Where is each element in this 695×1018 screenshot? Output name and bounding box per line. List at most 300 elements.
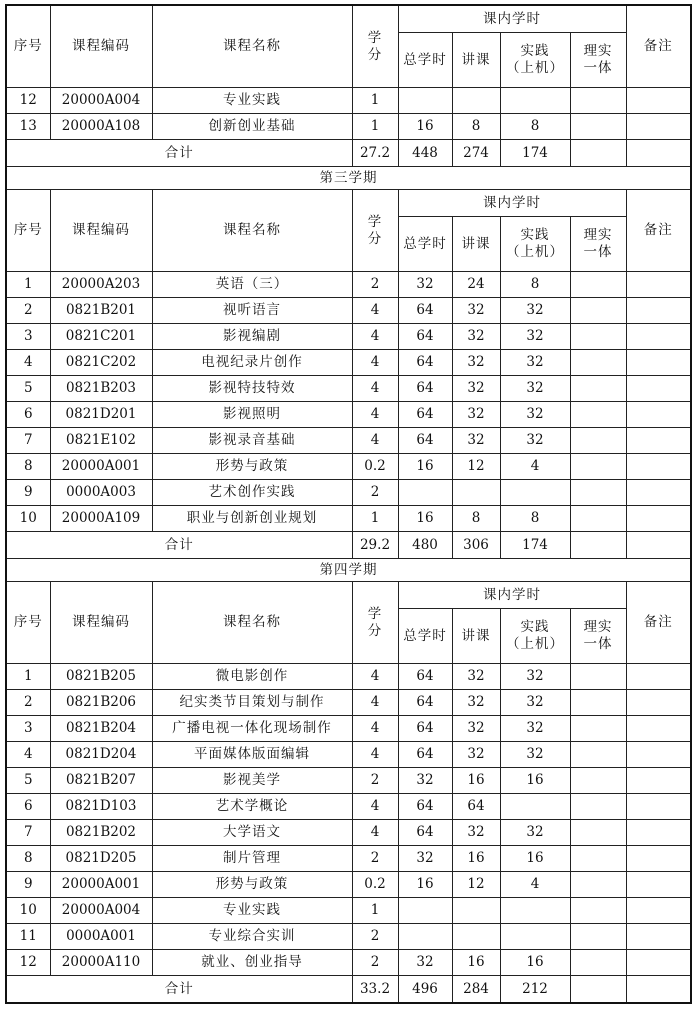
header-notes: 备注	[626, 5, 691, 88]
header-seq: 序号	[6, 190, 50, 272]
table-row	[6, 716, 691, 742]
cell-lecture: 24	[452, 272, 500, 298]
cell-seq: 8	[6, 454, 50, 480]
table-row	[6, 114, 691, 140]
cell-lecture	[452, 924, 500, 950]
cell-seq: 9	[6, 872, 50, 898]
cell-total-hours: 64	[398, 794, 452, 820]
cell-name: 英语（三）	[152, 272, 352, 298]
cell-name: 视听语言	[152, 298, 352, 324]
cell-credit: 4	[352, 742, 398, 768]
cell-practice: 32	[500, 376, 570, 402]
header-practice	[500, 33, 570, 88]
table-row	[6, 664, 691, 690]
cell-credit: 2	[352, 768, 398, 794]
cell-practice: 32	[500, 690, 570, 716]
cell-practice: 8	[500, 114, 570, 140]
subtotal-integrated	[570, 976, 626, 1004]
header-integrated-line1: 理实	[583, 227, 613, 244]
subtotal-integrated	[570, 532, 626, 559]
semester-title-row	[6, 167, 691, 190]
header-total-hours: 总学时	[398, 33, 452, 88]
header-credit	[352, 582, 398, 664]
cell-notes	[626, 950, 691, 976]
cell-credit: 2	[352, 272, 398, 298]
cell-lecture: 32	[452, 664, 500, 690]
table-row	[6, 454, 691, 480]
cell-seq: 12	[6, 88, 50, 114]
cell-notes	[626, 272, 691, 298]
cell-seq: 3	[6, 324, 50, 350]
cell-integrated	[570, 402, 626, 428]
cell-name: 广播电视一体化现场制作	[152, 716, 352, 742]
cell-notes	[626, 88, 691, 114]
cell-credit: 4	[352, 324, 398, 350]
cell-notes	[626, 454, 691, 480]
cell-total-hours: 64	[398, 376, 452, 402]
cell-code: 20000A203	[50, 272, 152, 298]
cell-code: 0821D103	[50, 794, 152, 820]
cell-lecture	[452, 898, 500, 924]
cell-total-hours: 64	[398, 664, 452, 690]
cell-integrated	[570, 114, 626, 140]
cell-integrated	[570, 454, 626, 480]
header-practice	[500, 609, 570, 664]
cell-seq: 10	[6, 898, 50, 924]
cell-name: 影视录音基础	[152, 428, 352, 454]
cell-name: 大学语文	[152, 820, 352, 846]
table-row	[6, 376, 691, 402]
cell-total-hours: 16	[398, 506, 452, 532]
table-row	[6, 924, 691, 950]
cell-code: 0821D204	[50, 742, 152, 768]
cell-integrated	[570, 820, 626, 846]
cell-total-hours: 64	[398, 298, 452, 324]
cell-total-hours: 32	[398, 272, 452, 298]
cell-total-hours: 64	[398, 742, 452, 768]
header-name: 课程名称	[152, 190, 352, 272]
cell-integrated	[570, 664, 626, 690]
subtotal-notes	[626, 532, 691, 559]
cell-code: 20000A004	[50, 898, 152, 924]
cell-credit: 4	[352, 298, 398, 324]
cell-total-hours: 32	[398, 846, 452, 872]
cell-practice: 32	[500, 350, 570, 376]
table-row	[6, 690, 691, 716]
cell-code: 0000A003	[50, 480, 152, 506]
cell-seq: 8	[6, 846, 50, 872]
header-hours-group: 课内学时	[398, 582, 626, 609]
cell-notes	[626, 690, 691, 716]
cell-seq: 5	[6, 376, 50, 402]
cell-total-hours: 64	[398, 324, 452, 350]
cell-lecture: 16	[452, 768, 500, 794]
cell-notes	[626, 664, 691, 690]
cell-credit: 2	[352, 950, 398, 976]
cell-notes	[626, 924, 691, 950]
header-practice-line2: （上机）	[506, 244, 564, 260]
cell-notes	[626, 716, 691, 742]
cell-lecture: 8	[452, 506, 500, 532]
cell-lecture: 32	[452, 324, 500, 350]
cell-credit: 4	[352, 690, 398, 716]
cell-lecture: 12	[452, 454, 500, 480]
cell-notes	[626, 846, 691, 872]
cell-name: 形势与政策	[152, 454, 352, 480]
cell-name: 电视纪录片创作	[152, 350, 352, 376]
cell-practice: 32	[500, 716, 570, 742]
cell-seq: 12	[6, 950, 50, 976]
cell-practice	[500, 794, 570, 820]
cell-integrated	[570, 350, 626, 376]
cell-credit: 4	[352, 716, 398, 742]
cell-seq: 6	[6, 402, 50, 428]
header-credit-line2: 分	[367, 46, 383, 63]
cell-seq: 3	[6, 716, 50, 742]
subtotal-total-hours: 496	[398, 976, 452, 1004]
cell-lecture: 16	[452, 846, 500, 872]
cell-code: 20000A108	[50, 114, 152, 140]
cell-name: 制片管理	[152, 846, 352, 872]
table-row	[6, 742, 691, 768]
cell-credit: 2	[352, 846, 398, 872]
cell-name: 纪实类节目策划与制作	[152, 690, 352, 716]
cell-practice	[500, 924, 570, 950]
cell-credit: 1	[352, 114, 398, 140]
cell-total-hours: 64	[398, 716, 452, 742]
header-name: 课程名称	[152, 5, 352, 88]
header-code: 课程编码	[50, 582, 152, 664]
cell-integrated	[570, 794, 626, 820]
header-integrated-line2: 一体	[583, 60, 613, 76]
cell-lecture: 32	[452, 716, 500, 742]
cell-integrated	[570, 376, 626, 402]
subtotal-lecture: 274	[452, 140, 500, 167]
cell-lecture: 32	[452, 690, 500, 716]
cell-notes	[626, 794, 691, 820]
cell-seq: 4	[6, 742, 50, 768]
cell-practice: 16	[500, 846, 570, 872]
subtotal-label: 合计	[6, 140, 352, 167]
header-practice-line1: 实践	[520, 619, 550, 636]
cell-code: 0821B207	[50, 768, 152, 794]
header-notes: 备注	[626, 582, 691, 664]
cell-credit: 2	[352, 924, 398, 950]
subtotal-label: 合计	[6, 976, 352, 1004]
cell-lecture: 12	[452, 872, 500, 898]
cell-name: 影视编剧	[152, 324, 352, 350]
cell-integrated	[570, 690, 626, 716]
cell-integrated	[570, 324, 626, 350]
header-notes: 备注	[626, 190, 691, 272]
table-row	[6, 480, 691, 506]
cell-lecture: 32	[452, 402, 500, 428]
subtotal-notes	[626, 976, 691, 1004]
cell-integrated	[570, 924, 626, 950]
cell-code: 20000A004	[50, 88, 152, 114]
table-row	[6, 506, 691, 532]
table-row	[6, 872, 691, 898]
cell-credit: 1	[352, 88, 398, 114]
cell-name: 平面媒体版面编辑	[152, 742, 352, 768]
cell-credit: 0.2	[352, 454, 398, 480]
header-code: 课程编码	[50, 190, 152, 272]
cell-total-hours: 64	[398, 428, 452, 454]
cell-name: 就业、创业指导	[152, 950, 352, 976]
cell-total-hours: 64	[398, 402, 452, 428]
cell-code: 20000A001	[50, 454, 152, 480]
cell-code: 20000A110	[50, 950, 152, 976]
cell-total-hours: 64	[398, 820, 452, 846]
cell-credit: 4	[352, 794, 398, 820]
cell-practice: 4	[500, 454, 570, 480]
header-credit-line2: 分	[367, 230, 383, 247]
cell-lecture: 32	[452, 376, 500, 402]
cell-code: 0821D205	[50, 846, 152, 872]
cell-name: 影视照明	[152, 402, 352, 428]
cell-notes	[626, 480, 691, 506]
subtotal-total-hours: 480	[398, 532, 452, 559]
header-row	[6, 190, 691, 217]
cell-name: 微电影创作	[152, 664, 352, 690]
cell-lecture	[452, 88, 500, 114]
subtotal-credit: 29.2	[352, 532, 398, 559]
cell-practice: 32	[500, 742, 570, 768]
cell-integrated	[570, 742, 626, 768]
header-lecture: 讲课	[452, 217, 500, 272]
subtotal-row	[6, 976, 691, 1004]
cell-lecture	[452, 480, 500, 506]
header-integrated	[570, 33, 626, 88]
subtotal-label: 合计	[6, 532, 352, 559]
curriculum-table	[5, 4, 692, 1004]
semester-title-row	[6, 559, 691, 582]
cell-practice: 8	[500, 272, 570, 298]
cell-seq: 1	[6, 272, 50, 298]
cell-name: 创新创业基础	[152, 114, 352, 140]
header-credit	[352, 5, 398, 88]
subtotal-practice: 174	[500, 140, 570, 167]
cell-practice: 32	[500, 428, 570, 454]
cell-practice	[500, 88, 570, 114]
cell-notes	[626, 350, 691, 376]
table-row	[6, 324, 691, 350]
header-row	[6, 5, 691, 33]
cell-name: 形势与政策	[152, 872, 352, 898]
cell-code: 20000A109	[50, 506, 152, 532]
cell-integrated	[570, 428, 626, 454]
cell-seq: 5	[6, 768, 50, 794]
cell-practice: 32	[500, 664, 570, 690]
cell-credit: 0.2	[352, 872, 398, 898]
cell-credit: 4	[352, 402, 398, 428]
cell-integrated	[570, 846, 626, 872]
table-row	[6, 272, 691, 298]
cell-practice: 32	[500, 402, 570, 428]
table-row	[6, 898, 691, 924]
subtotal-total-hours: 448	[398, 140, 452, 167]
cell-credit: 4	[352, 350, 398, 376]
cell-code: 0821B201	[50, 298, 152, 324]
cell-lecture: 8	[452, 114, 500, 140]
cell-code: 0821B204	[50, 716, 152, 742]
header-integrated-line2: 一体	[583, 636, 613, 652]
subtotal-integrated	[570, 140, 626, 167]
cell-notes	[626, 768, 691, 794]
table-row	[6, 950, 691, 976]
header-credit-line1: 学	[367, 605, 383, 622]
header-practice-line2: （上机）	[506, 636, 564, 652]
cell-seq: 6	[6, 794, 50, 820]
cell-name: 影视特技特效	[152, 376, 352, 402]
cell-credit: 4	[352, 664, 398, 690]
cell-notes	[626, 872, 691, 898]
cell-seq: 2	[6, 690, 50, 716]
cell-total-hours: 32	[398, 768, 452, 794]
cell-practice: 32	[500, 324, 570, 350]
cell-name: 专业实践	[152, 88, 352, 114]
cell-total-hours: 64	[398, 690, 452, 716]
cell-total-hours	[398, 898, 452, 924]
cell-seq: 4	[6, 350, 50, 376]
cell-seq: 11	[6, 924, 50, 950]
cell-code: 0821C201	[50, 324, 152, 350]
cell-code: 0821E102	[50, 428, 152, 454]
cell-practice: 16	[500, 950, 570, 976]
subtotal-row	[6, 140, 691, 167]
cell-practice: 8	[500, 506, 570, 532]
cell-seq: 7	[6, 820, 50, 846]
cell-seq: 13	[6, 114, 50, 140]
cell-notes	[626, 298, 691, 324]
cell-notes	[626, 376, 691, 402]
table-row	[6, 88, 691, 114]
cell-code: 0821B205	[50, 664, 152, 690]
cell-lecture: 32	[452, 298, 500, 324]
table-row	[6, 768, 691, 794]
header-practice-line1: 实践	[520, 43, 550, 60]
cell-notes	[626, 402, 691, 428]
cell-total-hours: 32	[398, 950, 452, 976]
header-credit-line1: 学	[367, 29, 383, 46]
cell-lecture: 32	[452, 350, 500, 376]
header-name: 课程名称	[152, 582, 352, 664]
subtotal-notes	[626, 140, 691, 167]
cell-lecture: 32	[452, 742, 500, 768]
cell-seq: 1	[6, 664, 50, 690]
cell-notes	[626, 820, 691, 846]
header-integrated	[570, 217, 626, 272]
header-integrated	[570, 609, 626, 664]
cell-lecture: 32	[452, 428, 500, 454]
header-hours-group: 课内学时	[398, 190, 626, 217]
header-integrated-line1: 理实	[583, 43, 613, 60]
cell-integrated	[570, 506, 626, 532]
cell-credit: 1	[352, 506, 398, 532]
cell-integrated	[570, 768, 626, 794]
cell-integrated	[570, 480, 626, 506]
table-row	[6, 428, 691, 454]
cell-total-hours	[398, 88, 452, 114]
cell-seq: 2	[6, 298, 50, 324]
cell-notes	[626, 506, 691, 532]
subtotal-practice: 212	[500, 976, 570, 1004]
header-integrated-line2: 一体	[583, 244, 613, 260]
cell-code: 0000A001	[50, 924, 152, 950]
cell-integrated	[570, 898, 626, 924]
cell-code: 0821B206	[50, 690, 152, 716]
header-lecture: 讲课	[452, 609, 500, 664]
cell-practice: 32	[500, 298, 570, 324]
cell-integrated	[570, 950, 626, 976]
subtotal-practice: 174	[500, 532, 570, 559]
cell-credit: 4	[352, 376, 398, 402]
header-credit-line1: 学	[367, 213, 383, 230]
cell-integrated	[570, 88, 626, 114]
table-row	[6, 846, 691, 872]
header-practice-line1: 实践	[520, 227, 550, 244]
cell-name: 艺术创作实践	[152, 480, 352, 506]
cell-code: 20000A001	[50, 872, 152, 898]
cell-name: 影视美学	[152, 768, 352, 794]
header-credit-line2: 分	[367, 622, 383, 639]
subtotal-credit: 27.2	[352, 140, 398, 167]
header-seq: 序号	[6, 5, 50, 88]
header-credit	[352, 190, 398, 272]
cell-total-hours: 64	[398, 350, 452, 376]
subtotal-lecture: 284	[452, 976, 500, 1004]
table-row	[6, 298, 691, 324]
semester-title: 第三学期	[6, 167, 691, 190]
header-total-hours: 总学时	[398, 217, 452, 272]
subtotal-credit: 33.2	[352, 976, 398, 1004]
cell-lecture: 64	[452, 794, 500, 820]
cell-credit: 2	[352, 480, 398, 506]
cell-practice: 4	[500, 872, 570, 898]
cell-code: 0821B202	[50, 820, 152, 846]
cell-lecture: 16	[452, 950, 500, 976]
cell-code: 0821D201	[50, 402, 152, 428]
cell-name: 专业综合实训	[152, 924, 352, 950]
table-row	[6, 350, 691, 376]
cell-name: 艺术学概论	[152, 794, 352, 820]
cell-integrated	[570, 872, 626, 898]
header-lecture: 讲课	[452, 33, 500, 88]
cell-practice: 16	[500, 768, 570, 794]
table-row	[6, 402, 691, 428]
cell-integrated	[570, 716, 626, 742]
cell-notes	[626, 324, 691, 350]
table-row	[6, 820, 691, 846]
cell-total-hours	[398, 924, 452, 950]
header-hours-group: 课内学时	[398, 5, 626, 33]
semester-title: 第四学期	[6, 559, 691, 582]
cell-practice	[500, 898, 570, 924]
cell-integrated	[570, 272, 626, 298]
cell-total-hours: 16	[398, 872, 452, 898]
cell-credit: 4	[352, 428, 398, 454]
header-practice-line2: （上机）	[506, 60, 564, 76]
cell-practice	[500, 480, 570, 506]
cell-seq: 10	[6, 506, 50, 532]
cell-total-hours	[398, 480, 452, 506]
cell-notes	[626, 898, 691, 924]
cell-name: 专业实践	[152, 898, 352, 924]
cell-code: 0821C202	[50, 350, 152, 376]
cell-integrated	[570, 298, 626, 324]
cell-seq: 9	[6, 480, 50, 506]
cell-credit: 1	[352, 898, 398, 924]
